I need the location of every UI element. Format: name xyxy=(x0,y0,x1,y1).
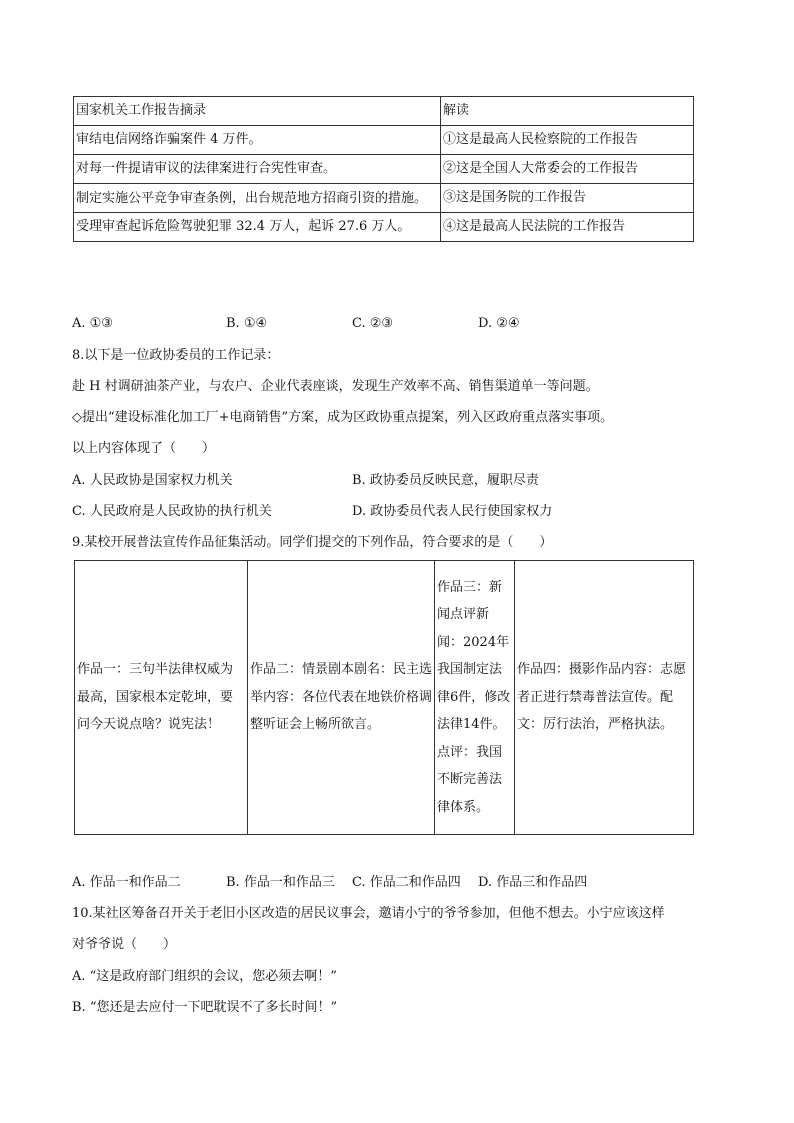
table-row xyxy=(75,561,694,835)
q9-option-d[interactable]: D. 作品三和作品四 xyxy=(478,875,588,890)
q7-option-d[interactable]: D. ②④ xyxy=(478,316,520,331)
table-row xyxy=(74,155,694,184)
q8-option-c[interactable]: C. 人民政府是人民政协的执行机关 xyxy=(72,504,272,519)
q9-option-b[interactable]: B. 作品一和作品三 xyxy=(226,875,335,890)
q8-option-b[interactable]: B. 政协委员反映民意，履职尽责 xyxy=(352,473,539,488)
table-cell: 对每一件提请审议的法律案进行合宪性审查。 xyxy=(74,155,441,184)
q8-record-line: ◇提出“建设标准化加工厂+电商销售”方案，成为区政协重点提案，列入区政府重点落实事项。 xyxy=(72,410,614,425)
q8-question: 以上内容体现了（ ） xyxy=(72,441,216,456)
table-row xyxy=(74,184,694,213)
q8-option-d[interactable]: D. 政协委员代表人民行使国家权力 xyxy=(352,504,553,519)
table-cell: 审结电信网络诈骗案件 4 万件。 xyxy=(74,126,441,155)
q10-option-b[interactable]: B. “您还是去应付一下吧耽误不了多长时间！” xyxy=(72,1000,338,1015)
q10-stem: 10.某社区筹备召开关于老旧小区改造的居民议事会，邀请小宁的爷爷参加，但他不想去。小宁应该这样 xyxy=(72,906,665,921)
table-cell: ②这是全国人大常委会的工作报告 xyxy=(441,155,694,184)
work-cell: 作品四：摄影作品内容：志愿者正进行禁毒普法宣传。配文：厉行法治，严格执法。 xyxy=(515,561,694,835)
work-cell: 作品一：三句半法律权威为最高，国家根本定乾坤，要问今天说点啥？说宪法！ xyxy=(75,561,248,835)
work-cell: 作品二：情景剧本剧名：民主选举内容：各位代表在地铁价格调整听证会上畅所欲言。 xyxy=(248,561,435,835)
q8-stem: 8.以下是一位政协委员的工作记录： xyxy=(72,348,280,363)
table-header-row xyxy=(74,97,694,126)
q9-stem: 9.某校开展普法宣传作品征集活动。同学们提交的下列作品，符合要求的是（ ） xyxy=(72,535,553,550)
table-cell: ③这是国务院的工作报告 xyxy=(441,184,694,213)
table-cell: ①这是最高人民检察院的工作报告 xyxy=(441,126,694,155)
works-table xyxy=(74,560,694,835)
q10-option-a[interactable]: A. “这是政府部门组织的会议，您必须去啊！” xyxy=(72,969,337,984)
table-header-cell: 解读 xyxy=(441,97,694,126)
table-row xyxy=(74,126,694,155)
q7-option-a[interactable]: A. ①③ xyxy=(72,316,113,331)
q9-option-c[interactable]: C. 作品二和作品四 xyxy=(352,875,461,890)
q9-option-a[interactable]: A. 作品一和作品二 xyxy=(72,875,181,890)
table-cell: ④这是最高人民法院的工作报告 xyxy=(441,213,694,242)
q7-option-c[interactable]: C. ②③ xyxy=(352,316,394,331)
table-cell: 制定实施公平竞争审查条例，出台规范地方招商引资的措施。 xyxy=(74,184,441,213)
table-cell: 受理审查起诉危险驾驶犯罪 32.4 万人，起诉 27.6 万人。 xyxy=(74,213,441,242)
work-cell: 作品三：新闻点评新闻：2024年我国制定法律6件，修改法律14件。点评：我国不断完善法律体系。 xyxy=(435,561,515,835)
table-row xyxy=(74,213,694,242)
table-header-cell: 国家机关工作报告摘录 xyxy=(74,97,441,126)
q7-option-b[interactable]: B. ①④ xyxy=(226,316,268,331)
q8-record-line: 赴 H 村调研油茶产业，与农户、企业代表座谈，发现生产效率不高、销售渠道单一等问题。 xyxy=(72,379,599,394)
q8-option-a[interactable]: A. 人民政协是国家权力机关 xyxy=(72,473,233,488)
q10-stem-cont: 对爷爷说（ ） xyxy=(72,937,177,952)
report-table xyxy=(73,96,694,242)
